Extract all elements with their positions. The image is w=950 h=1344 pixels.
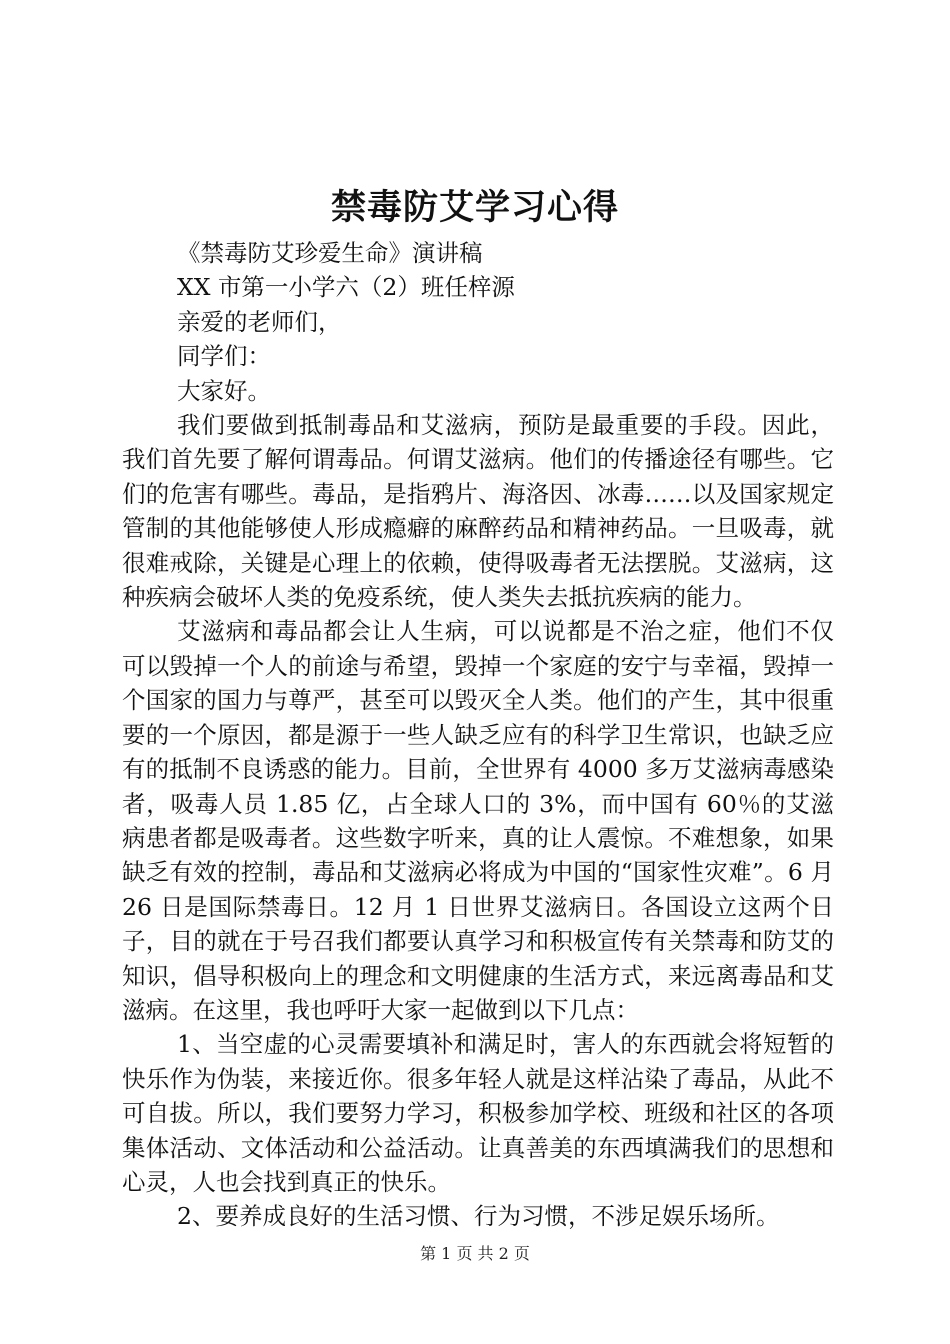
paragraph-point-1: 1、当空虚的心灵需要填补和满足时，害人的东西就会将短暂的快乐作为伪装，来接近你。很多年轻人就是这样沾染了毒品，从此不可自拔。所以，我们要努力学习，积极参加学校、班级和社区的各项集体活动、文体活动和公益活动。让真善美的东西填满我们的思想和心灵，人也会找到真正的快乐。 xyxy=(122,1030,834,1196)
speech-title-line: 《禁毒防艾珍爱生命》演讲稿 xyxy=(177,239,483,267)
paragraph-point-2: 2、要养成良好的生活习惯、行为习惯，不涉足娱乐场所。 xyxy=(177,1202,780,1231)
document-body xyxy=(122,236,834,1234)
paragraph-prevention: 我们要做到抵制毒品和艾滋病，预防是最重要的手段。因此，我们首先要了解何谓毒品。何谓艾滋病。他们的传播途径有哪些。它们的危害有哪些。毒品，是指鸦片、海洛因、冰毒……以及国家规定管制的其他能够使人形成瘾癖的麻醉药品和精神药品。一旦吸毒，就很难戒除，关键是心理上的依赖，使得吸毒者无法摆脱。艾滋病，这种疾病会破坏人类的免疫系统，使人类失去抵抗疾病的能力。 xyxy=(122,411,834,612)
paragraph-harm: 艾滋病和毒品都会让人生病，可以说都是不治之症，他们不仅可以毁掉一个人的前途与希望，毁掉一个家庭的安宁与幸福，毁掉一个国家的国力与尊严，甚至可以毁灭全人类。他们的产生，其中很重要的一个原因，都是源于一些人缺乏应有的科学卫生常识，也缺乏应有的抵制不良诱惑的能力。目前，全世界有 4000 多万艾滋病毒感染者，吸毒人员 1.85 亿，占全球人口的 3%，而中国有 60％的艾滋病患者都是吸毒者。这些数字听来，真的让人震惊。不难想象，如果缺乏有效的控制，毒品和艾滋病必将成为中国的“国家性灾难”。6 月 26 日是国际禁毒日。12 月 1 日世界艾滋病日。各国设立这两个日子，目的就在于号召我们都要认真学习和积极宣传有关禁毒和防艾的知识，倡导积极向上的理念和文明健康的生活方式，来远离毒品和艾滋病。在这里，我也呼吁大家一起做到以下几点： xyxy=(122,617,834,1024)
document-title: 禁毒防艾学习心得 xyxy=(330,187,619,228)
salutation-students: 同学们： xyxy=(177,342,271,371)
author-line: XX 市第一小学六（2）班任梓源 xyxy=(177,273,515,302)
salutation-teachers: 亲爱的老师们， xyxy=(177,307,342,336)
page-footer: 第 1 页 共 2 页 xyxy=(420,1244,530,1263)
greeting-line: 大家好。 xyxy=(177,376,271,405)
